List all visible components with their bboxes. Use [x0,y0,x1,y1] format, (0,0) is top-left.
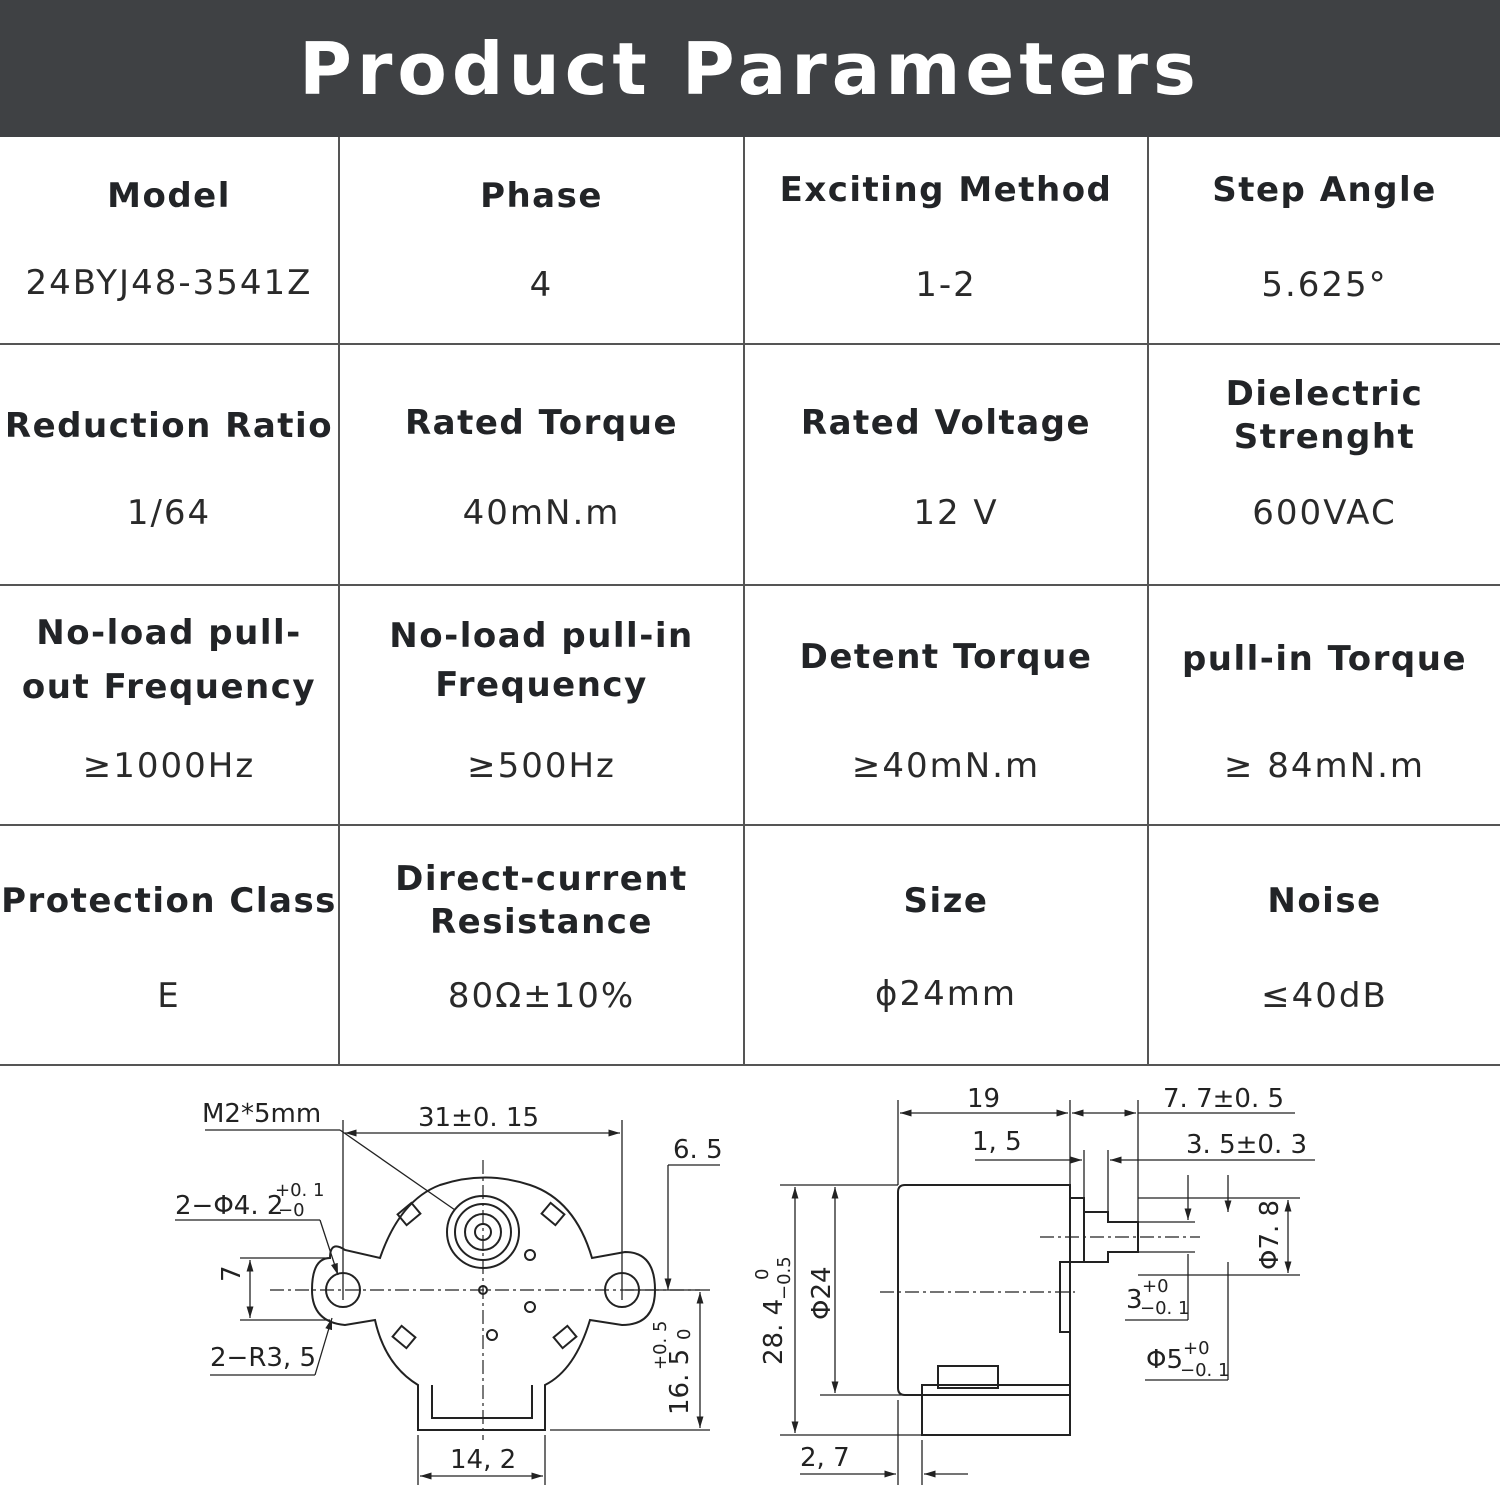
param-label: Model [107,176,231,216]
param-detent-torque [745,586,1147,824]
param-label: Rated Voltage [800,403,1092,443]
parameter-table [0,137,1500,1066]
dim-shaft-diameter-tol-up: +0 [1183,1338,1210,1359]
dim-shaft-flat: 3. 5±0. 3 [1186,1130,1308,1160]
param-label: Reduction Ratio [4,406,334,446]
dim-height-tol-up: +0. 5 [650,1320,671,1370]
param-value: 40mN.m [462,493,621,533]
dim-total-height-tol-up: 0 [752,1268,773,1280]
param-label: No-load pull-out Frequency [21,613,317,708]
dim-boss-diameter: Φ7. 8 [1255,1199,1285,1270]
param-rated-voltage [745,345,1147,584]
param-label: Size [903,881,989,921]
dim-width: 31±0. 15 [418,1103,540,1133]
param-noise [1149,826,1500,1064]
param-pull-out-frequency [0,586,338,824]
dim-tab: 6. 5 [673,1135,723,1165]
param-value: ≤40dB [1261,976,1388,1016]
param-label: Direct-current Resistance [395,859,688,942]
param-rated-torque [340,345,743,584]
param-value: ≥500Hz [467,746,616,786]
dim-bottom: 14, 2 [450,1445,517,1475]
dim-shaft: 7. 7±0. 5 [1163,1084,1285,1114]
dim-flat: 3 [1126,1285,1143,1315]
dim-total-height-tol-down: −0.5 [774,1256,795,1300]
param-pull-in-frequency [340,586,743,824]
param-value: 1-2 [915,265,977,305]
param-exciting-method [745,137,1147,343]
dim-radius: 2−R3, 5 [210,1343,317,1373]
dim-hole-tol-down: −0 [278,1200,305,1221]
param-value: 12 V [913,493,999,533]
side-view [898,1185,1138,1435]
dim-body-diameter: Φ24 [807,1266,837,1320]
dim-hole-tol-up: +0. 1 [275,1180,325,1201]
param-reduction-ratio [0,345,338,584]
param-value: ≥40mN.m [851,746,1041,786]
page-header [0,0,1500,137]
param-label: Phase [480,176,603,216]
param-value: 1/64 [126,493,212,533]
dim-height-tol-down: 0 [674,1328,695,1340]
param-value: 600VAC [1252,493,1397,533]
param-step-angle [1149,137,1500,343]
dim-height: 16. 5 [665,1348,695,1415]
param-model [0,137,338,343]
param-label: No-load pull-in Frequency [389,616,694,706]
param-label: Protection Class [1,881,337,921]
param-value: E [157,976,181,1016]
param-label: Rated Torque [404,403,679,443]
dim-flange: 1, 5 [972,1127,1022,1157]
dim-length: 19 [967,1084,1001,1114]
param-value: 5.625° [1261,265,1388,305]
param-value: ≥1000Hz [82,746,256,786]
param-value: ϕ24mm [875,974,1017,1014]
dim-hole: 2−Φ4. 2 [175,1191,284,1221]
param-label: Detent Torque [799,637,1093,677]
param-label: Step Angle [1212,170,1437,210]
dim-flat-tol-down: −0. 1 [1140,1298,1190,1319]
param-value: 4 [529,265,554,305]
dim-total-height: 28. 4 [759,1298,789,1365]
param-value: 80Ω±10% [447,976,636,1016]
param-pull-in-torque [1149,586,1500,824]
param-size [745,826,1147,1064]
dim-shaft-diameter-tol-down: −0. 1 [1180,1360,1230,1381]
dimension-drawing [0,1066,1500,1500]
param-label: Noise [1267,881,1382,921]
param-dc-resistance [340,826,743,1064]
param-label: pull-in Torque [1181,639,1468,679]
param-dielectric-strength [1149,345,1500,584]
dim-shaft-diameter: Φ5 [1146,1345,1184,1375]
param-label: Exciting Method [779,170,1113,210]
param-value: ≥ 84mN.m [1223,746,1426,786]
param-protection-class [0,826,338,1064]
dim-hole-spacing: 7 [217,1265,247,1282]
dim-flat-tol-up: +0 [1142,1276,1169,1297]
param-label: Dielectric Strenght [1225,374,1424,457]
param-phase [340,137,743,343]
dim-screw: M2*5mm [202,1099,322,1129]
param-value: 24BYJ48-3541Z [25,263,313,303]
dim-base: 2, 7 [800,1443,850,1473]
page-title: Product Parameters [299,26,1201,111]
